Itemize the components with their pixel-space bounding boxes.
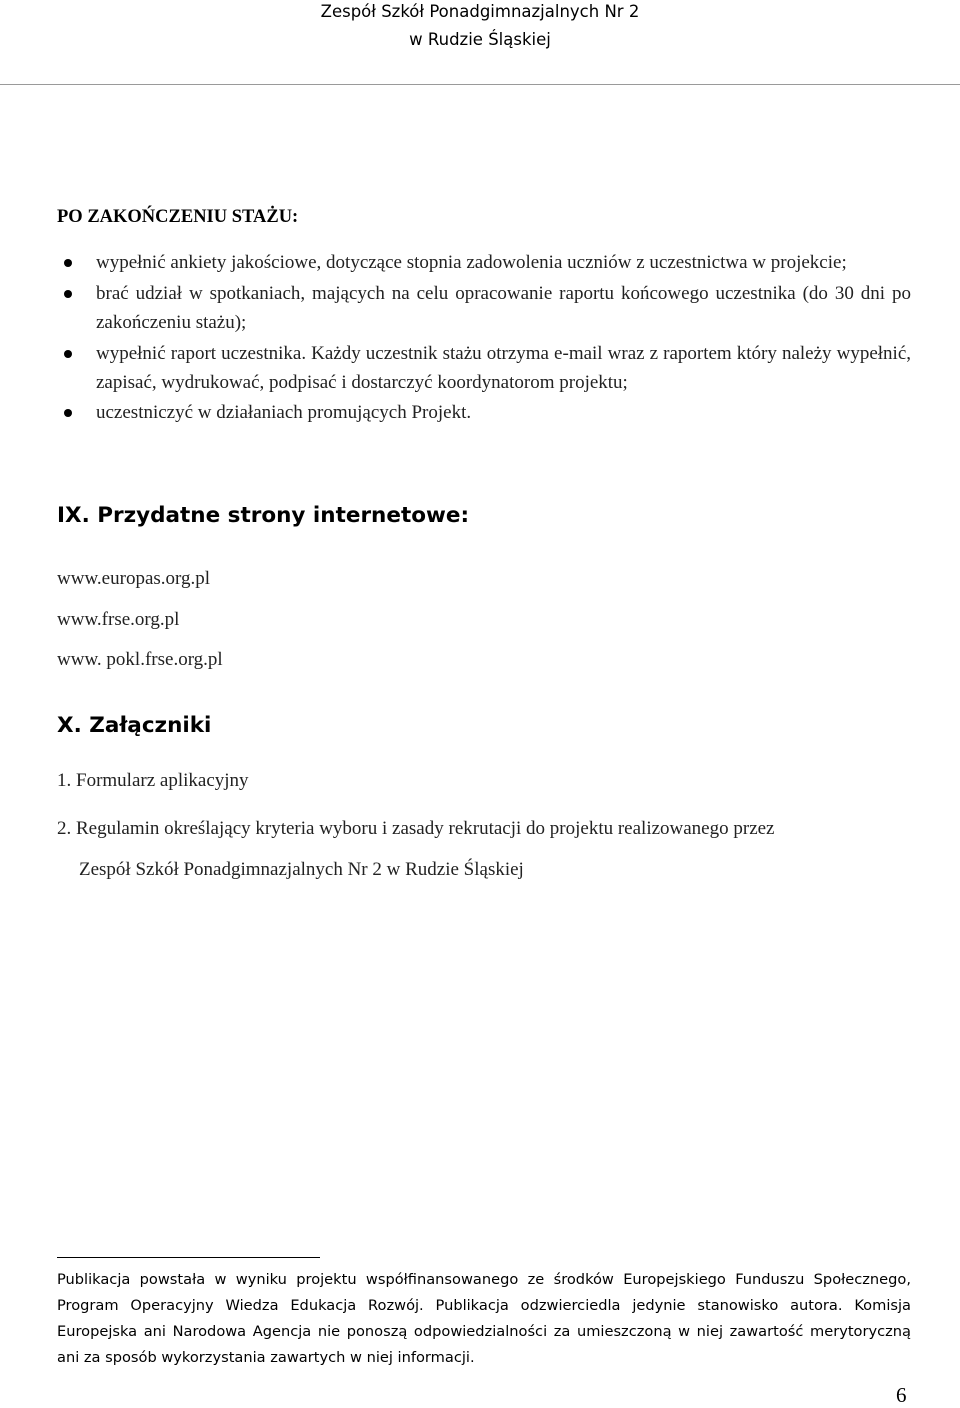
- website-link[interactable]: www.frse.org.pl: [57, 608, 180, 630]
- header-school-name: Zespół Szkół Ponadgimnazjalnych Nr 2: [320, 2, 640, 21]
- websites-list: [57, 559, 223, 681]
- list-item-text: uczestniczyć w działaniach promujących Projekt.: [96, 401, 472, 423]
- list-item: [57, 398, 911, 428]
- bullet-icon: [64, 290, 72, 298]
- bullet-icon: [64, 409, 72, 417]
- website-link[interactable]: www. pokl.frse.org.pl: [57, 649, 223, 670]
- list-item-text: brać udział w spotkaniach, mających na celu opracowanie raportu końcowego uczestnika (do 30 dni po zakończeniu stażu);: [96, 282, 911, 333]
- footnote-divider: [57, 1257, 320, 1258]
- attachment-item-text: 1. Formularz aplikacyjny: [57, 770, 249, 791]
- attachment-item: [57, 808, 917, 890]
- attachments-heading: X. Załączniki: [57, 713, 212, 738]
- bullet-list: [57, 248, 911, 427]
- header-divider: [0, 84, 960, 85]
- list-item: [57, 339, 911, 398]
- footnote: Publikacja powstała w wyniku projektu współfinansowanego ze środków Europejskiego Funduszu Społecznego, Program Operacyjny Wiedza Edukacja Rozwój. Publikacja odzwierciedla jedynie stanowisko autora. Komisja Europejska ani Narodowa Agencja nie ponoszą odpowiedzialności za umieszczoną w niej zawartość merytoryczną ani za sposób wykorzystania zawartych w niej informacji.: [57, 1271, 911, 1366]
- bullet-icon: [64, 350, 72, 358]
- website-link[interactable]: www.europas.org.pl: [57, 568, 211, 589]
- attachments-list: [57, 767, 917, 890]
- section-heading: PO ZAKOŃCZENIU STAŻU:: [57, 207, 299, 227]
- page-number: 6: [896, 1383, 907, 1407]
- attachment-item-continuation: Zespół Szkół Ponadgimnazjalnych Nr 2 w Rudzie Śląskiej: [79, 859, 524, 880]
- attachment-item: [57, 767, 917, 795]
- bullet-icon: [64, 259, 72, 267]
- list-item: [57, 248, 911, 278]
- websites-heading: IX. Przydatne strony internetowe:: [57, 503, 470, 528]
- list-item-text: wypełnić raport uczestnika. Każdy uczestnik stażu otrzyma e-mail wraz z raportem który należy wypełnić, zapisać, wydrukować, podpisać i dostarczyć koordynatorom projektu;: [96, 342, 911, 393]
- list-item-text: wypełnić ankiety jakościowe, dotyczące stopnia zadowolenia uczniów z uczestnictwa w projekcie;: [96, 252, 847, 273]
- header-school-location: w Rudzie Śląskiej: [409, 30, 551, 49]
- attachment-item-text: 2. Regulamin określający kryteria wyboru i zasady rekrutacji do projektu realizowanego przez: [57, 818, 775, 839]
- list-item: [57, 279, 911, 338]
